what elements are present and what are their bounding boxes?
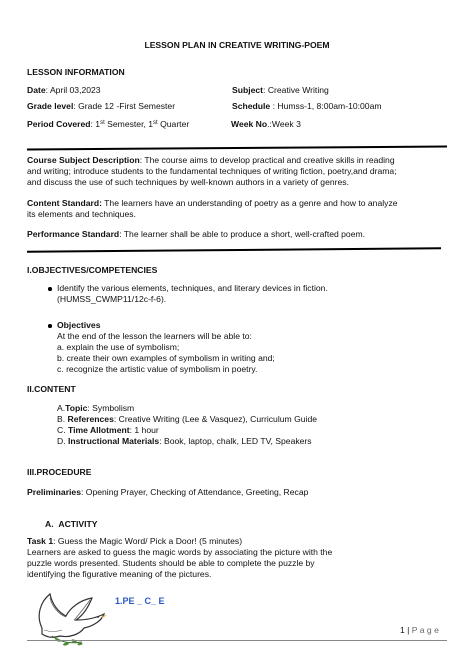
bullet [48, 287, 52, 291]
time-allotment-value: : 1 hour [129, 425, 159, 435]
date-value: : April 03,2023 [45, 85, 101, 95]
time-allotment-label: Time Allotment [67, 425, 130, 435]
competency-line: Identify the various elements, techniques, and literary devices in fiction. [57, 283, 328, 293]
task-label: Task 1 [27, 536, 54, 546]
task-block [27, 536, 332, 580]
materials-item [57, 436, 317, 447]
date-line [27, 85, 101, 96]
week-label: Week No [231, 119, 268, 129]
course-desc-line: and writing; introduce students to the fundamental techniques of writing fiction, poetry,and drama; [27, 166, 397, 176]
page-number: 1 [400, 625, 405, 635]
topic-label: Topic [65, 403, 88, 413]
topic-value: : Symbolism [87, 403, 135, 413]
references-item [57, 414, 317, 425]
course-desc-line: and discuss the use of such techniques by well-known authors in a variety of genres. [27, 177, 349, 187]
subject-value: : Creative Writing [263, 85, 329, 95]
period-part-1: : 1 [90, 119, 101, 129]
content-heading: II.CONTENT [27, 384, 76, 394]
task-line: puzzle words presented. Students should be able to complete the puzzle by [27, 558, 315, 568]
item-prefix: C. [57, 425, 68, 435]
objectives-block [57, 320, 275, 375]
task-title: : Guess the Magic Word/ Pick a Door! (5 minutes) [53, 536, 243, 546]
time-allotment-item [57, 425, 317, 436]
week-value: .:Week 3 [267, 119, 301, 129]
puzzle-word: 1.PE _ C_ E [115, 596, 165, 606]
lesson-info-heading: LESSON INFORMATION [27, 67, 125, 77]
week-line [231, 119, 301, 130]
footer-divider [27, 640, 447, 641]
item-prefix: B. [57, 414, 68, 424]
performance-standard-label: Performance Standard [27, 229, 120, 239]
grade-line [27, 101, 175, 112]
subject-line [232, 85, 329, 96]
preliminaries-line [27, 487, 308, 498]
divider-line [27, 247, 441, 252]
course-desc-line: : The course aims to develop practical and creative skills in reading [139, 155, 395, 165]
item-prefix: D. [57, 436, 68, 446]
ordinal-suffix: st [153, 120, 158, 126]
page-title: LESSON PLAN IN CREATIVE WRITING-POEM [144, 40, 330, 50]
grade-label: Grade level [27, 101, 74, 111]
activity-prefix: A. [45, 519, 54, 529]
objectives-heading: I.OBJECTIVES/COMPETENCIES [27, 265, 158, 275]
ordinal-suffix: st [100, 120, 105, 126]
content-list [57, 403, 317, 447]
references-label: References [67, 414, 114, 424]
competency-line: (HUMSS_CWMP11/12c-f-6). [57, 294, 167, 304]
topic-item [57, 403, 317, 414]
subject-label: Subject [232, 85, 264, 95]
date-label: Date [27, 85, 46, 95]
preliminaries-value: : Opening Prayer, Checking of Attendance, Greeting, Recap [80, 487, 309, 497]
materials-value: : Book, laptop, chalk, LED TV, Speakers [159, 436, 312, 446]
objective-item: a. explain the use of symbolism; [57, 342, 180, 352]
performance-standard-value: : The learner shall be able to produce a short, well-crafted poem. [119, 229, 366, 239]
content-standard-line: The learners have an understanding of poetry as a genre and how to analyze [101, 198, 398, 208]
schedule-value: : Humss-1, 8:00am-10:00am [272, 101, 382, 111]
objective-item: c. recognize the artistic value of symbolism in poetry. [57, 364, 258, 374]
course-description [27, 155, 397, 188]
performance-standard [27, 229, 365, 240]
preliminaries-label: Preliminaries [27, 487, 81, 497]
content-standard-line: its elements and techniques. [27, 209, 136, 219]
objective-item: b. create their own examples of symbolism in writing and; [57, 353, 275, 363]
page-separator: | [407, 625, 410, 635]
period-part-2: Semester, 1 [104, 119, 154, 129]
divider-line [27, 146, 447, 150]
schedule-label: Schedule [232, 101, 271, 111]
activity-label: ACTIVITY [58, 519, 98, 529]
bullet [48, 324, 52, 328]
task-line: identifying the figurative meaning of the pictures. [27, 569, 212, 579]
content-standard-label: Content Standard: [27, 198, 102, 208]
content-standard [27, 198, 398, 220]
competency-text [57, 283, 328, 305]
grade-value: : Grade 12 -First Semester [73, 101, 176, 111]
procedure-heading: III.PROCEDURE [27, 467, 92, 477]
materials-label: Instructional Materials [67, 436, 160, 446]
course-desc-label: Course Subject Description [27, 155, 140, 165]
period-label: Period Covered [27, 119, 91, 129]
schedule-line [232, 101, 382, 112]
period-line [27, 119, 189, 130]
page-footer [400, 625, 439, 636]
objectives-intro: At the end of the lesson the learners will be able to: [57, 331, 252, 341]
page-word: P a g e [411, 625, 439, 635]
item-prefix: A. [57, 403, 66, 413]
task-line: Learners are asked to guess the magic words by associating the picture with the [27, 547, 333, 557]
period-part-3: Quarter [157, 119, 190, 129]
references-value: : Creative Writing (Lee & Vasquez), Curriculum Guide [113, 414, 318, 424]
objectives-label: Objectives [57, 320, 101, 330]
activity-heading [45, 519, 98, 530]
